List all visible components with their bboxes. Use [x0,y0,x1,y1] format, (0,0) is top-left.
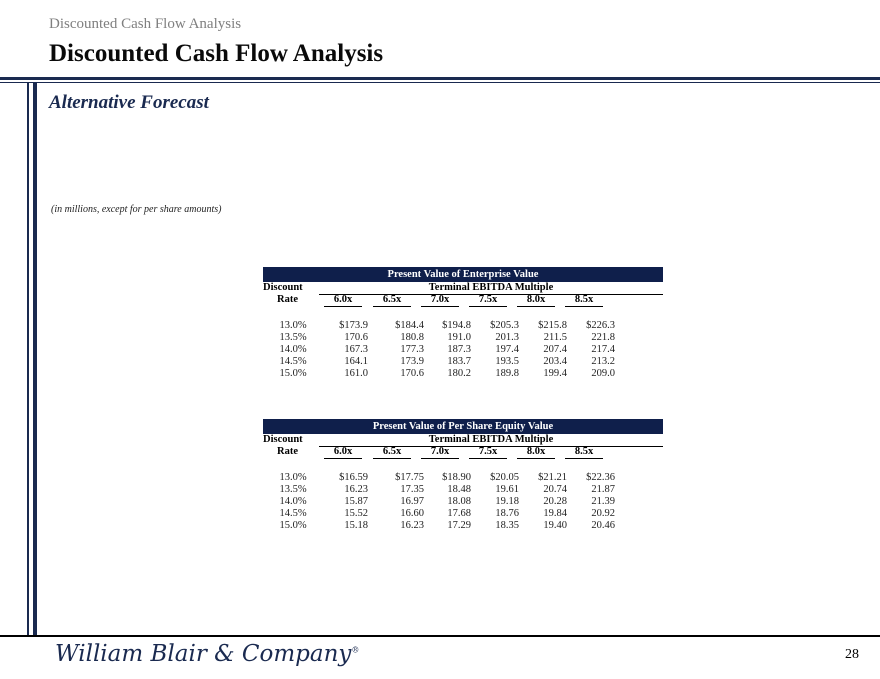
multiple-label: Terminal EBITDA Multiple [319,282,663,295]
table-row [263,472,663,484]
value-cell: 18.76 [495,508,519,519]
rate-label: Rate [277,294,298,305]
table-header-row-2 [263,294,663,306]
table-row [263,508,663,520]
column-header: 8.0x [517,294,555,307]
value-cell: 203.4 [543,356,567,367]
table-row [263,320,663,332]
value-cell: 16.97 [400,496,424,507]
value-cell: $17.75 [395,472,424,483]
rate-label: Rate [277,446,298,457]
multiple-label: Terminal EBITDA Multiple [319,434,663,447]
value-cell: 19.40 [543,520,567,531]
column-header: 7.0x [421,294,459,307]
value-cell: 20.92 [591,508,615,519]
column-header: 7.5x [469,446,507,459]
footer-rule [0,635,880,637]
column-header: 6.0x [324,446,362,459]
value-cell: 199.4 [543,368,567,379]
page-subtitle: Discounted Cash Flow Analysis [49,16,242,32]
value-cell: 197.4 [495,344,519,355]
column-header: 6.0x [324,294,362,307]
table-header-row-2 [263,446,663,458]
table-row [263,368,663,380]
value-cell: 180.2 [447,368,471,379]
value-cell: $205.3 [490,320,519,331]
section-title: Alternative Forecast [49,92,209,113]
value-cell: 16.60 [400,508,424,519]
column-header: 8.5x [565,446,603,459]
value-cell: $194.8 [442,320,471,331]
value-cell: $18.90 [442,472,471,483]
value-cell: 164.1 [344,356,368,367]
column-header: 7.5x [469,294,507,307]
left-border-thick [33,83,37,636]
column-header: 6.5x [373,446,411,459]
value-cell: 15.87 [344,496,368,507]
table-row [263,344,663,356]
rate-cell: 14.5% [279,356,307,367]
rate-cell: 15.0% [279,368,307,379]
rate-cell: 14.0% [279,496,307,507]
value-cell: 21.87 [591,484,615,495]
header-rule-thick [0,77,880,80]
registered-mark: ® [351,645,360,655]
value-cell: 18.08 [447,496,471,507]
value-cell: $16.59 [339,472,368,483]
value-cell: $20.05 [490,472,519,483]
rate-cell: 15.0% [279,520,307,531]
brand-logo [55,641,359,667]
table-row [263,496,663,508]
value-cell: 180.8 [400,332,424,343]
value-cell: 167.3 [344,344,368,355]
value-cell: 173.9 [400,356,424,367]
page-number: 28 [845,647,859,662]
table-header-row-1 [263,434,663,446]
value-cell: 217.4 [591,344,615,355]
value-cell: 170.6 [400,368,424,379]
value-cell: 16.23 [344,484,368,495]
per-share-equity-table [263,419,663,532]
value-cell: 211.5 [543,332,567,343]
value-cell: 15.52 [344,508,368,519]
value-cell: 19.18 [495,496,519,507]
value-cell: $21.21 [538,472,567,483]
value-cell: 193.5 [495,356,519,367]
value-cell: 17.35 [400,484,424,495]
value-cell: 209.0 [591,368,615,379]
value-cell: 18.48 [447,484,471,495]
value-cell: 21.39 [591,496,615,507]
rate-cell: 13.5% [279,484,307,495]
units-note: (in millions, except for per share amounts) [51,204,222,215]
rate-cell: 13.0% [279,320,307,331]
value-cell: $184.4 [395,320,424,331]
value-cell: 207.4 [543,344,567,355]
value-cell: 19.61 [495,484,519,495]
enterprise-value-table [263,267,663,380]
column-header: 6.5x [373,294,411,307]
value-cell: $22.36 [586,472,615,483]
rate-cell: 14.5% [279,508,307,519]
rate-cell: 14.0% [279,344,307,355]
value-cell: 221.8 [591,332,615,343]
value-cell: 191.0 [447,332,471,343]
column-header: 8.0x [517,446,555,459]
brand-name: William Blair & Company [55,641,352,667]
value-cell: $226.3 [586,320,615,331]
rate-cell: 13.0% [279,472,307,483]
table-row [263,332,663,344]
value-cell: 201.3 [495,332,519,343]
value-cell: 20.28 [543,496,567,507]
column-header: 8.5x [565,294,603,307]
left-border-thin [27,83,29,636]
value-cell: 177.3 [400,344,424,355]
value-cell: 213.2 [591,356,615,367]
value-cell: 17.29 [447,520,471,531]
value-cell: 18.35 [495,520,519,531]
table-header-row-1 [263,282,663,294]
value-cell: 161.0 [344,368,368,379]
value-cell: 189.8 [495,368,519,379]
value-cell: 17.68 [447,508,471,519]
table-title: Present Value of Enterprise Value [263,267,663,282]
value-cell: 183.7 [447,356,471,367]
discount-label: Discount [263,434,303,445]
value-cell: 20.74 [543,484,567,495]
page-title: Discounted Cash Flow Analysis [49,40,384,67]
value-cell: 16.23 [400,520,424,531]
column-header: 7.0x [421,446,459,459]
table-row [263,484,663,496]
value-cell: $215.8 [538,320,567,331]
value-cell: 187.3 [447,344,471,355]
table-title: Present Value of Per Share Equity Value [263,419,663,434]
value-cell: 170.6 [344,332,368,343]
value-cell: $173.9 [339,320,368,331]
table-row [263,520,663,532]
table-row [263,356,663,368]
value-cell: 19.84 [543,508,567,519]
header-rule-thin [0,82,880,83]
value-cell: 20.46 [591,520,615,531]
rate-cell: 13.5% [279,332,307,343]
discount-label: Discount [263,282,303,293]
value-cell: 15.18 [344,520,368,531]
